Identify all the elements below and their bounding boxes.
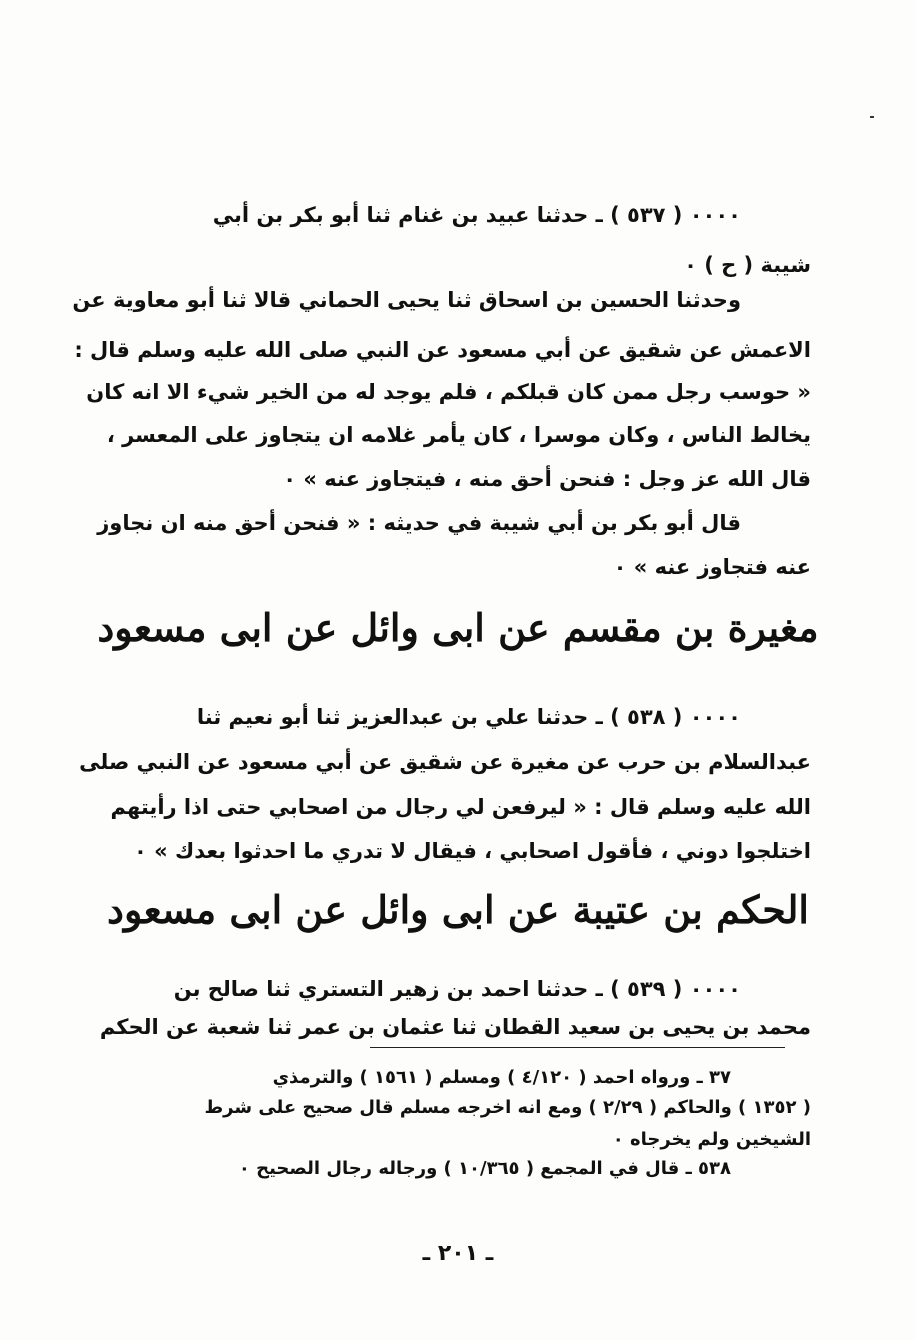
- hadith-537-line-3: وحدثنا الحسين بن اسحاق ثنا يحيى الحماني قالا ثنا أبو معاوية عن: [72, 288, 741, 312]
- footnote-537-line-2: ( ١٣٥٢ ) والحاكم ( ٢/٢٩ ) ومع انه اخرجه مسلم قال صحيح على شرط: [204, 1097, 811, 1118]
- footnote-537-line-1: ٣٧ ـ ورواه احمد ( ٤/١٢٠ ) ومسلم ( ١٥٦١ ) والترمذي: [272, 1067, 731, 1088]
- footnote-537-line-3: الشيخين ولم يخرجاه ٠: [612, 1129, 811, 1150]
- hadith-538-line-4: اختلجوا دوني ، فأقول اصحابي ، فيقال لا تدري ما احدثوا بعدك » ٠: [134, 839, 811, 863]
- hadith-538-line-2: عبدالسلام بن حرب عن مغيرة عن شقيق عن أبي مسعود عن النبي صلى: [79, 750, 811, 774]
- hadith-537-line-5: « حوسب رجل ممن كان قبلكم ، فلم يوجد له من الخير شيء الا انه كان: [86, 380, 811, 404]
- hadith-537-line-1: ٠٠٠٠ ( ٥٣٧ ) ـ حدثنا عبيد بن غنام ثنا أبو بكر بن أبي: [212, 203, 741, 227]
- hadith-537-line-8: قال أبو بكر بن أبي شيبة في حديثه : « فنحن أحق منه ان نجاوز: [97, 511, 741, 535]
- section-heading-mughira: مغيرة بن مقسم عن ابى وائل عن ابى مسعود: [97, 605, 819, 650]
- hadith-539-line-1: ٠٠٠٠ ( ٥٣٩ ) ـ حدثنا احمد بن زهير التستري ثنا صالح بن: [173, 977, 741, 1001]
- footnote-separator: [370, 1047, 785, 1048]
- hadith-539-line-2: محمد بن يحيى بن سعيد القطان ثنا عثمان بن عمر ثنا شعبة عن الحكم: [99, 1015, 811, 1039]
- print-speck: [870, 116, 874, 118]
- hadith-538-line-3: الله عليه وسلم قال : « ليرفعن لي رجال من اصحابي حتى اذا رأيتهم: [110, 795, 811, 819]
- hadith-537-line-2: شيبة ( ح ) ٠: [684, 253, 811, 277]
- hadith-537-line-7: قال الله عز وجل : فنحن أحق منه ، فيتجاوز عنه » ٠: [283, 467, 811, 491]
- hadith-537-line-6: يخالط الناس ، وكان موسرا ، كان يأمر غلامه ان يتجاوز على المعسر ،: [106, 423, 811, 447]
- hadith-538-line-1: ٠٠٠٠ ( ٥٣٨ ) ـ حدثنا علي بن عبدالعزيز ثنا أبو نعيم ثنا: [196, 705, 741, 729]
- section-heading-hakam: الحكم بن عتيبة عن ابى وائل عن ابى مسعود: [107, 887, 809, 932]
- page-number: ـ ٢٠١ ـ: [422, 1241, 494, 1266]
- hadith-537-line-9: عنه فتجاوز عنه » ٠: [613, 555, 811, 579]
- hadith-537-line-4: الاعمش عن شقيق عن أبي مسعود عن النبي صلى الله عليه وسلم قال :: [74, 338, 811, 362]
- footnote-538-line-1: ٥٣٨ ـ قال في المجمع ( ١٠/٣٦٥ ) ورجاله رجال الصحيح ٠: [238, 1158, 731, 1179]
